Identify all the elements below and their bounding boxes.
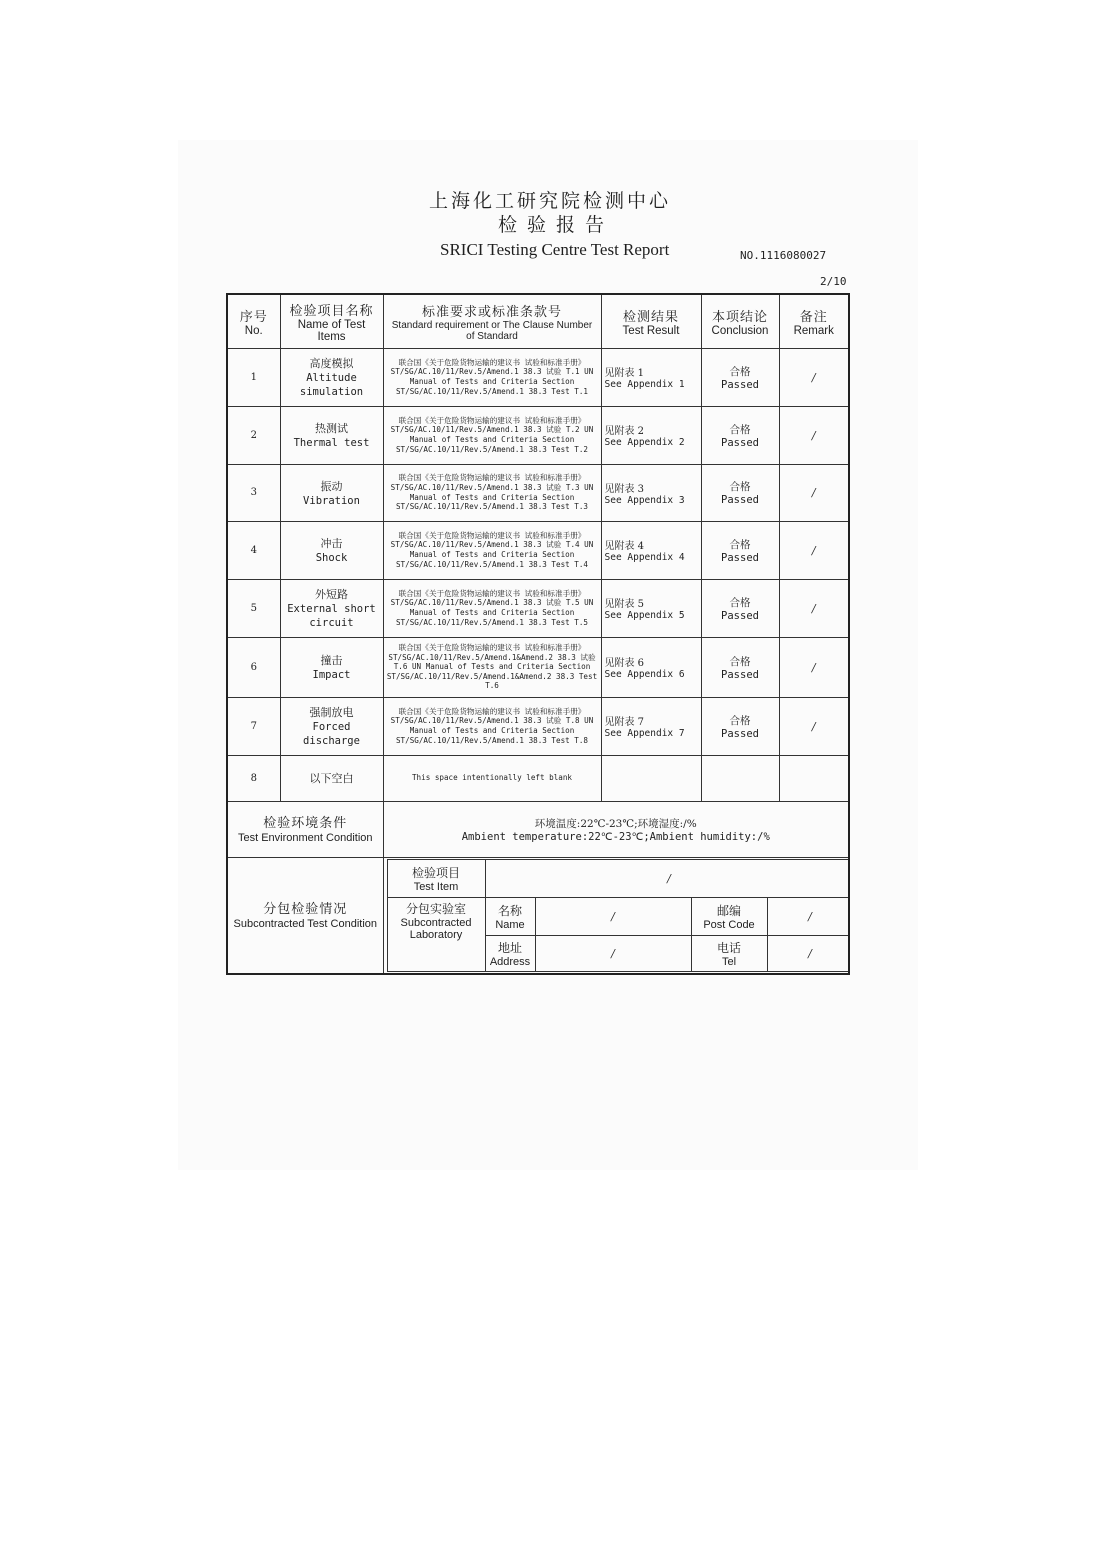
table-row	[227, 348, 849, 406]
environment-value: 环境温度:22℃-23℃;环境湿度:/% Ambient temperature:22℃-23℃;Ambient humidity:/%	[383, 801, 849, 857]
standard-clause: 联合国《关于危险货物运输的建议书 试验和标准手册》ST/SG/AC.10/11/Rev.5/Amend.1 38.3 试验 T.4 UN Manual of Tests and Criteria Section ST/SG/AC.10/11/Rev.5/Amend.1 38.3 Test T.4	[383, 521, 601, 579]
test-result	[601, 755, 701, 801]
row-number: 1	[227, 348, 280, 406]
standard-clause: 联合国《关于危险货物运输的建议书 试验和标准手册》ST/SG/AC.10/11/Rev.5/Amend.1 38.3 试验 T.3 UN Manual of Tests and Criteria Section ST/SG/AC.10/11/Rev.5/Amend.1 38.3 Test T.3	[383, 464, 601, 521]
remark: /	[779, 406, 849, 464]
report-subtitle-cn: 检验报告	[497, 214, 614, 236]
test-item: 外短路 External short circuit	[280, 579, 383, 637]
subcontract-table	[387, 859, 850, 972]
standard-clause: 联合国《关于危险货物运输的建议书 试验和标准手册》ST/SG/AC.10/11/Rev.5/Amend.1 38.3 试验 T.8 UN Manual of Tests and Criteria Section ST/SG/AC.10/11/Rev.5/Amend.1 38.3 Test T.8	[383, 697, 601, 755]
test-item: 振动 Vibration	[280, 464, 383, 521]
test-result: 见附表 7 See Appendix 7	[601, 697, 701, 755]
remark	[779, 755, 849, 801]
standard-clause: 联合国《关于危险货物运输的建议书 试验和标准手册》ST/SG/AC.10/11/Rev.5/Amend.1&Amend.2 38.3 试验 T.6 UN Manual of Tests and Criteria Section ST/SG/AC.10/11/Rev.5/Amend.1&Amend.2 38.3 Test T.6	[383, 637, 601, 697]
standard-clause: 联合国《关于危险货物运输的建议书 试验和标准手册》ST/SG/AC.10/11/Rev.5/Amend.1 38.3 试验 T.1 UN Manual of Tests and Criteria Section ST/SG/AC.10/11/Rev.5/Amend.1 38.3 Test T.1	[383, 348, 601, 406]
col-header-no: 序号 No.	[227, 294, 280, 348]
table-row	[227, 406, 849, 464]
test-report-table	[226, 293, 850, 975]
subcontract-details	[383, 857, 849, 974]
conclusion: 合格 Passed	[701, 348, 779, 406]
name-value: /	[535, 897, 691, 935]
table-row	[227, 464, 849, 521]
col-header-conclusion: 本项结论 Conclusion	[701, 294, 779, 348]
row-number: 4	[227, 521, 280, 579]
test-result: 见附表 5 See Appendix 5	[601, 579, 701, 637]
header-row	[227, 294, 849, 348]
test-result: 见附表 6 See Appendix 6	[601, 637, 701, 697]
report-title-cn: 上海化工研究院检测中心	[428, 190, 671, 212]
test-item: 热测试 Thermal test	[280, 406, 383, 464]
remark: /	[779, 521, 849, 579]
test-result: 见附表 4 See Appendix 4	[601, 521, 701, 579]
page-number: 2/10	[820, 275, 847, 288]
test-item: 撞击 Impact	[280, 637, 383, 697]
remark: /	[779, 579, 849, 637]
remark: /	[779, 637, 849, 697]
standard-clause: 联合国《关于危险货物运输的建议书 试验和标准手册》ST/SG/AC.10/11/Rev.5/Amend.1 38.3 试验 T.2 UN Manual of Tests and Criteria Section ST/SG/AC.10/11/Rev.5/Amend.1 38.3 Test T.2	[383, 406, 601, 464]
remark: /	[779, 697, 849, 755]
conclusion: 合格 Passed	[701, 521, 779, 579]
test-result: 见附表 1 See Appendix 1	[601, 348, 701, 406]
row-number: 6	[227, 637, 280, 697]
postcode-value: /	[767, 897, 849, 935]
conclusion: 合格 Passed	[701, 464, 779, 521]
subcontract-label: 分包检验情况 Subcontracted Test Condition	[227, 857, 383, 974]
table-row	[227, 755, 849, 801]
remark: /	[779, 348, 849, 406]
row-number: 3	[227, 464, 280, 521]
report-title-en: SRICI Testing Centre Test Report	[440, 240, 670, 259]
test-item: 冲击 Shock	[280, 521, 383, 579]
row-number: 7	[227, 697, 280, 755]
test-item: 以下空白	[280, 755, 383, 801]
postcode-label: 邮编 Post Code	[691, 897, 767, 935]
remark: /	[779, 464, 849, 521]
test-result: 见附表 2 See Appendix 2	[601, 406, 701, 464]
tel-value: /	[767, 935, 849, 971]
col-header-item: 检验项目名称 Name of Test Items	[280, 294, 383, 348]
table-row	[227, 521, 849, 579]
col-header-remark: 备注 Remark	[779, 294, 849, 348]
conclusion: 合格 Passed	[701, 406, 779, 464]
row-number: 5	[227, 579, 280, 637]
col-header-standard: 标准要求或标准条款号 Standard requirement or The Clause Number of Standard	[383, 294, 601, 348]
conclusion: 合格 Passed	[701, 637, 779, 697]
report-number: NO.1116080027	[740, 249, 827, 262]
table-row	[227, 579, 849, 637]
row-number: 8	[227, 755, 280, 801]
address-label: 地址 Address	[485, 935, 535, 971]
standard-clause: This space intentionally left blank	[383, 755, 601, 801]
table-row	[227, 697, 849, 755]
environment-label: 检验环境条件 Test Environment Condition	[227, 801, 383, 857]
conclusion	[701, 755, 779, 801]
test-item-value: /	[485, 859, 849, 897]
test-result: 见附表 3 See Appendix 3	[601, 464, 701, 521]
table-row	[227, 637, 849, 697]
conclusion: 合格 Passed	[701, 579, 779, 637]
standard-clause: 联合国《关于危险货物运输的建议书 试验和标准手册》ST/SG/AC.10/11/Rev.5/Amend.1 38.3 试验 T.5 UN Manual of Tests and Criteria Section ST/SG/AC.10/11/Rev.5/Amend.1 38.3 Test T.5	[383, 579, 601, 637]
col-header-result: 检测结果 Test Result	[601, 294, 701, 348]
conclusion: 合格 Passed	[701, 697, 779, 755]
row-number: 2	[227, 406, 280, 464]
test-item-label: 检验项目 Test Item	[387, 859, 485, 897]
subcontract-row	[227, 857, 849, 974]
name-label: 名称 Name	[485, 897, 535, 935]
lab-label: 分包实验室 Subcontracted Laboratory	[387, 897, 485, 971]
environment-row	[227, 801, 849, 857]
address-value: /	[535, 935, 691, 971]
test-item: 强制放电 Forced discharge	[280, 697, 383, 755]
tel-label: 电话 Tel	[691, 935, 767, 971]
test-item: 高度模拟 Altitude simulation	[280, 348, 383, 406]
